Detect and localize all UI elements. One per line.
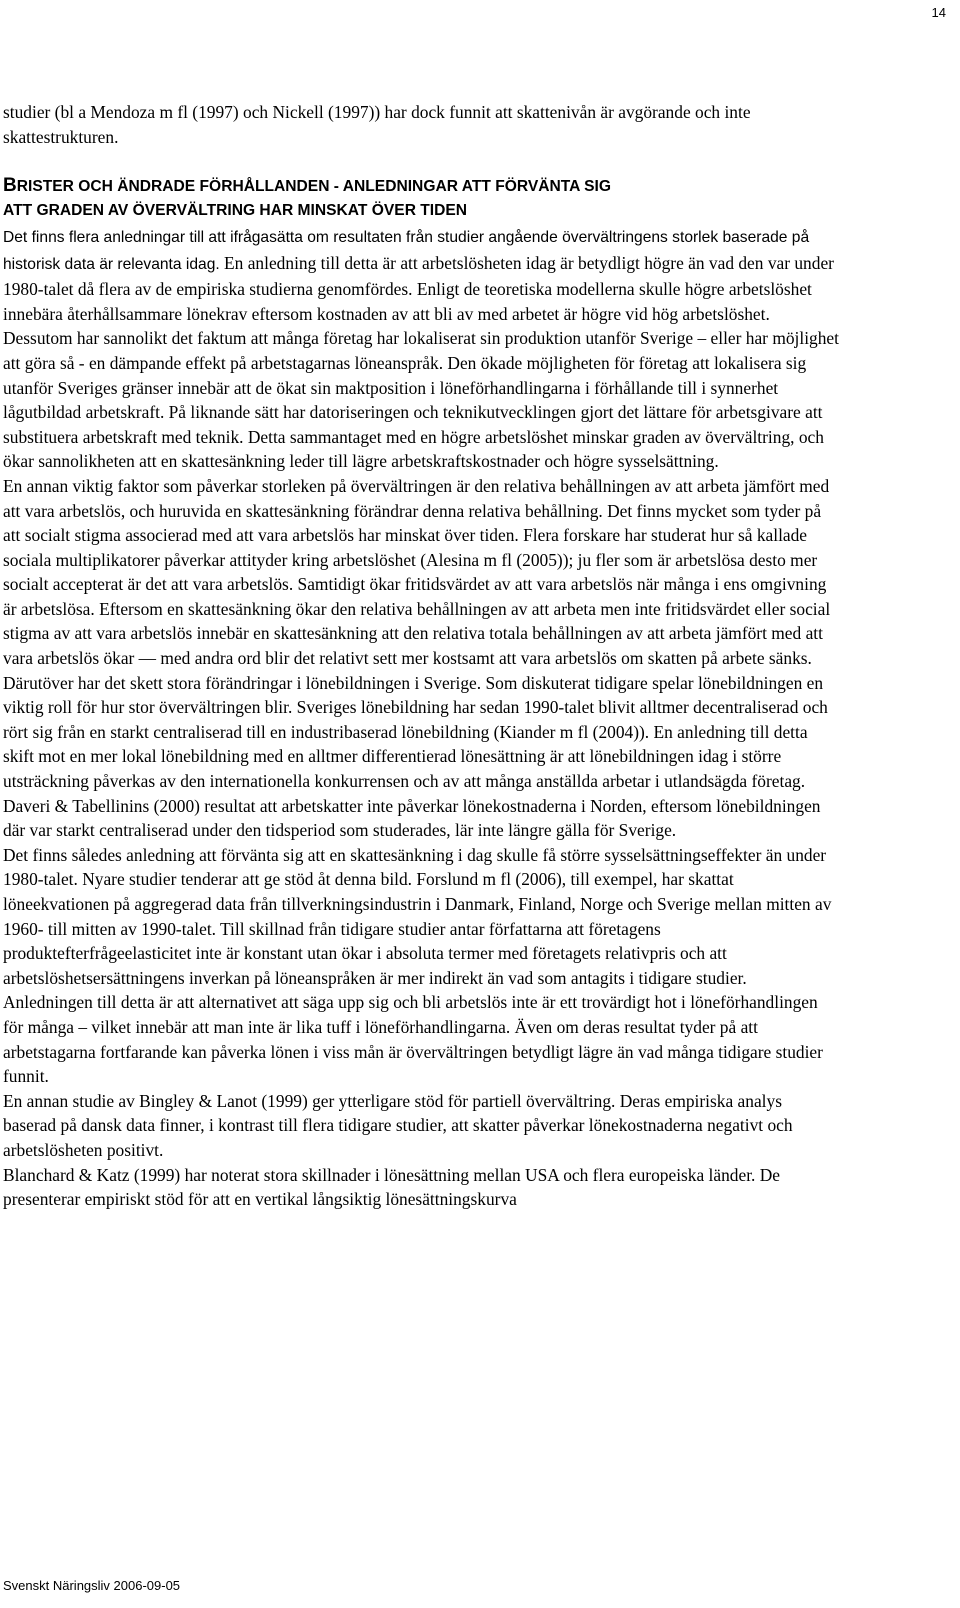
page-number: 14 xyxy=(931,5,946,20)
paragraph-2: En annan viktig faktor som påverkar storleken på övervältringen är den relativa behållningen av att arbeta jämfört med att vara arbetslös, och huruvida en skattesänkning förändrar denna relativa behållning. Det finns mycket som tyder på att socialt stigma associerad med att vara arbetslös har minskat över tiden. Flera forskare har studerat hur så kallade sociala multiplikatorer påverkar attityder kring arbetslöshet (Alesina m fl (2005)); ju fler som är arbetslösa desto mer socialt accepterat är det att vara arbetslös. Samtidigt ökar fritidsvärdet av att vara arbetslös när många i ens omgivning är arbetslösa. Eftersom en skattesänkning ökar den relativa behållningen av att arbeta men inte fritidsvärdet eller social stigma av att vara arbetslös innebär en skattesänkning att den relativa totala behållningen av att arbeta jämfört med att vara arbetslös ökar — med andra ord blir det relativt sett mer kostsamt att vara arbetslös om skatten på arbete sänks. xyxy=(3,475,831,669)
paragraph-1 xyxy=(3,224,839,474)
paragraph-5: En annan studie av Bingley & Lanot (1999) ger ytterligare stöd för partiell övervältring. Deras empiriska analys baserad på dansk data finner, i kontrast till flera tidigare studier, att skatter påverkar lönekostnaderna negativt och arbetslösheten positivt. xyxy=(3,1090,793,1160)
paragraph-1-body: En anledning till detta är att arbetslösheten idag är betydligt högre än vad den var under 1980-talet då flera av de empiriska studierna genomfördes. Enligt de teoretiska modellerna skulle högre arbetslöshet innebära återhållsammare lönekrav eftersom kostnaden av att bli av med arbetet är högre vid hög arbetslöshet. Dessutom har sannolikt det faktum att många företag har lokaliserat sin produktion utanför Sverige – eller har möjlighet att göra så - en dämpande effekt på arbetstagarnas löneanspråk. Den ökade möjligheten för företag att lokalisera sig utanför Sveriges gränser innebär att de ökat sin maktposition i löneförhandlingarna i förhållande till i synnerhet lågutbildad arbetskraft. På liknande sätt har datoriseringen och teknikutvecklingen gjort det lättare för arbetsgivare att substituera arbetskraft med teknik. Detta sammantaget med en högre arbetslöshet minskar graden av övervältring, och ökar sannolikheten att en skattesänkning leder till lägre arbetskraftskostnader och högre sysselsättning. xyxy=(3,252,839,472)
heading-first-letter: B xyxy=(3,174,17,196)
document-body xyxy=(3,100,839,1212)
top-paragraph: studier (bl a Mendoza m fl (1997) och Nickell (1997)) har dock funnit att skattenivån är avgörande och inte skattestrukturen. xyxy=(3,102,751,147)
section-heading xyxy=(3,174,839,224)
paragraph-4: Det finns således anledning att förvänta sig att en skattesänkning i dag skulle få större sysselsättningseffekter än under 1980-talet. Nyare studier tenderar att ge stöd åt denna bild. Forslund m fl (2006), till exempel, har skattat löneekvationen på aggregerad data från tillverkningsindustrin i Danmark, Finland, Norge och Sverige mellan mitten av 1960- till mitten av 1990-talet. Till skillnad från tidigare studier antar författarna att företagens produktefterfrågeelasticitet inte är konstant utan ökar i absoluta termer med företagets relativpris och att arbetslöshetsersättningens inverkan på löneanspråken är mer indirekt än vad som antagits i tidigare studier. Anledningen till detta är att alternativet att säga upp sig och bli arbetslös inte är ett trovärdigt hot i löneförhandlingen för många – vilket innebär att man inte är lika tuff i löneförhandlingarna. Även om deras resultat tyder på att arbetstagarna fortfarande kan påverka lönen i viss mån är övervältringen betydligt lägre än vad många tidigare studier funnit. xyxy=(3,844,832,1087)
heading-line2: ATT GRADEN AV ÖVERVÄLTRING HAR MINSKAT ÖVER TIDEN xyxy=(3,202,468,220)
paragraph-3: Därutöver har det skett stora förändringar i lönebildningen i Sverige. Som diskuterat tidigare spelar lönebildningen en viktig roll för hur stor övervältringen blir. Sveriges lönebildning har sedan 1990-talet blivit alltmer decentraliserad och rört sig från en starkt centraliserad till en industribaserad lönebildning (Kiander m fl (2004)). En anledning till detta skift mot en mer lokal lönebildning med en alltmer differentierad lönesättning är att lönebildningen idag i större utsträckning påverkas av den internationella konkurrensen och av att många anställda arbetar i utlandsägda företag. Daveri & Tabellinins (2000) resultat att arbetskatter inte påverkar lönekostnaderna i Norden, eftersom lönebildningen där var starkt centraliserad under den tidsperiod som studerades, lär inte längre gälla för Sverige. xyxy=(3,672,828,841)
page-footer: Svenskt Näringsliv 2006-09-05 xyxy=(3,1578,181,1593)
paragraph-6: Blanchard & Katz (1999) har noterat stora skillnader i lönesättning mellan USA och flera europeiska länder. De presenterar empiriskt stöd för att en vertikal långsiktig lönesättningskurva xyxy=(3,1164,781,1210)
heading-line1-rest: RISTER OCH ÄNDRADE FÖRHÅLLANDEN - ANLEDNINGAR ATT FÖRVÄNTA SIG xyxy=(16,177,612,195)
paragraph-1-intro: Det finns flera anledningar till att ifrågasätta om resultaten från studier angående övervältringens storlek baserade på historisk data är relevanta idag. xyxy=(3,228,810,273)
